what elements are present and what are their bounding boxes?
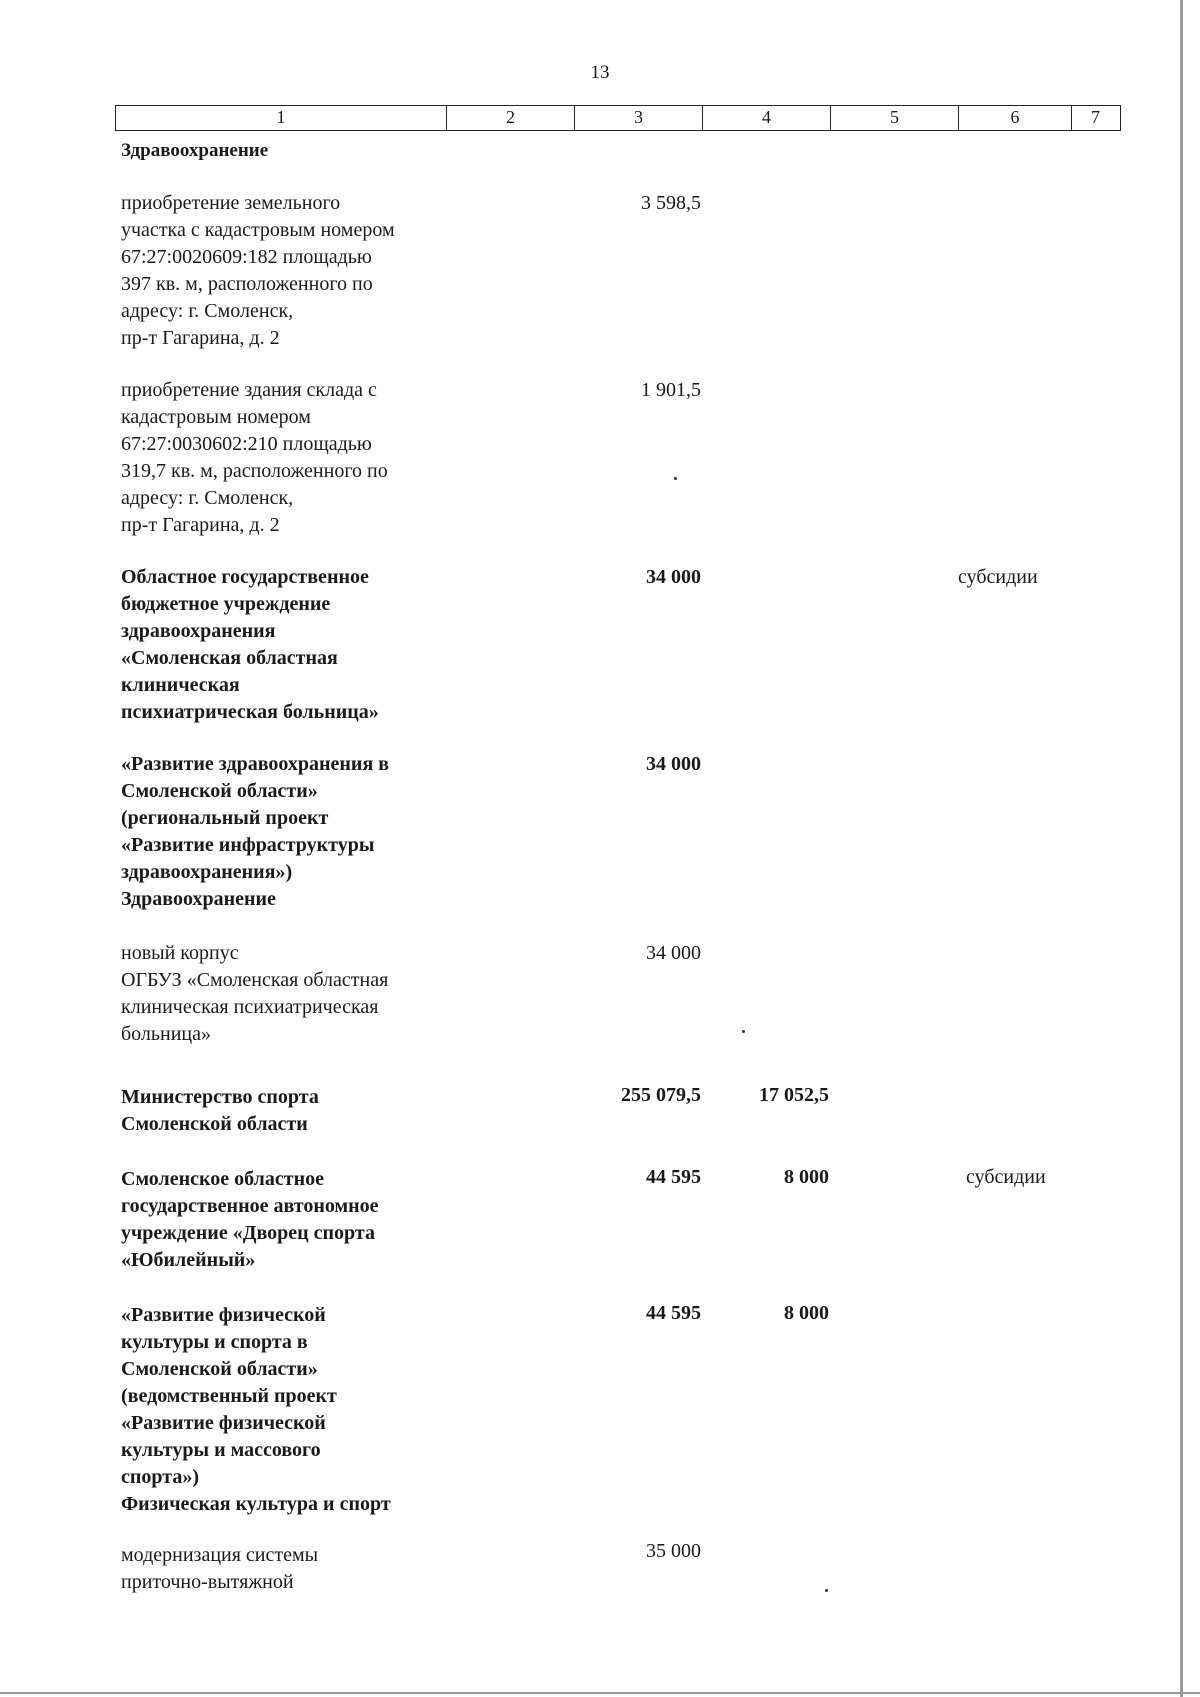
- row-amount-col3: 1 901,5: [641, 379, 701, 401]
- column-header-3: 3: [575, 106, 703, 130]
- row-amount-col3: 34 000: [646, 566, 701, 588]
- row-description: Министерство спорта Смоленской области: [121, 1086, 319, 1135]
- column-header-1: 1: [116, 106, 447, 130]
- row-amount-col4: 8 000: [784, 1166, 829, 1188]
- scan-edge-bottom: [0, 1692, 1200, 1694]
- row-amount-col3: 3 598,5: [641, 192, 701, 214]
- row-description: приобретение здания склада с кадастровым номером 67:27:0030602:210 площадью 319,7 кв. м, расположенного по адресу: г. Смоленск, пр-т Гагарина, д. 2: [121, 379, 388, 536]
- row-amount-col3: 34 000: [646, 942, 701, 964]
- scan-speck: [825, 1589, 828, 1592]
- row-amount-col4: 8 000: [784, 1302, 829, 1324]
- row-description: модернизация системы приточно-вытяжной: [121, 1544, 319, 1593]
- scan-edge-right: [1180, 0, 1183, 1697]
- section-title: Здравоохранение: [121, 140, 269, 161]
- row-description: Смоленское областное государственное автономное учреждение «Дворец спорта «Юбилейный»: [121, 1168, 379, 1271]
- column-header-6: 6: [959, 106, 1072, 130]
- row-description: «Развитие здравоохранения в Смоленской области» (региональный проект «Развитие инфраструктуры здравоохранения») Здравоохранение: [121, 753, 390, 910]
- scan-speck: [742, 1030, 745, 1033]
- column-header-5: 5: [831, 106, 959, 130]
- row-note-col6: субсидии: [966, 1166, 1046, 1188]
- row-amount-col3: 255 079,5: [621, 1084, 701, 1106]
- row-note-col6: субсидии: [958, 566, 1038, 588]
- row-description: Областное государственное бюджетное учреждение здравоохранения «Смоленская областная клиническая психиатрическая больница»: [121, 566, 379, 723]
- row-amount-col3: 34 000: [646, 753, 701, 775]
- row-amount-col3: 44 595: [646, 1302, 701, 1324]
- row-description: новый корпус ОГБУЗ «Смоленская областная клиническая психиатрическая больница»: [121, 942, 389, 1045]
- row-amount-col4: 17 052,5: [759, 1084, 829, 1106]
- page-number: 13: [590, 62, 610, 83]
- row-amount-col3: 35 000: [646, 1540, 701, 1562]
- column-header-4: 4: [703, 106, 831, 130]
- row-description: «Развитие физической культуры и спорта в Смоленской области» (ведомственный проект «Развитие физической культуры и массового спорта») Физическая культура и спорт: [121, 1304, 391, 1515]
- column-header-7: 7: [1091, 107, 1100, 127]
- row-description: приобретение земельного участка с кадастровым номером 67:27:0020609:182 площадью 397 кв. м, расположенного по адресу: г. Смоленск, пр-т Гагарина, д. 2: [121, 192, 395, 349]
- row-amount-col3: 44 595: [646, 1166, 701, 1188]
- column-header-2: 2: [447, 106, 575, 130]
- scan-speck: [674, 477, 677, 480]
- column-header-row: [115, 105, 1121, 131]
